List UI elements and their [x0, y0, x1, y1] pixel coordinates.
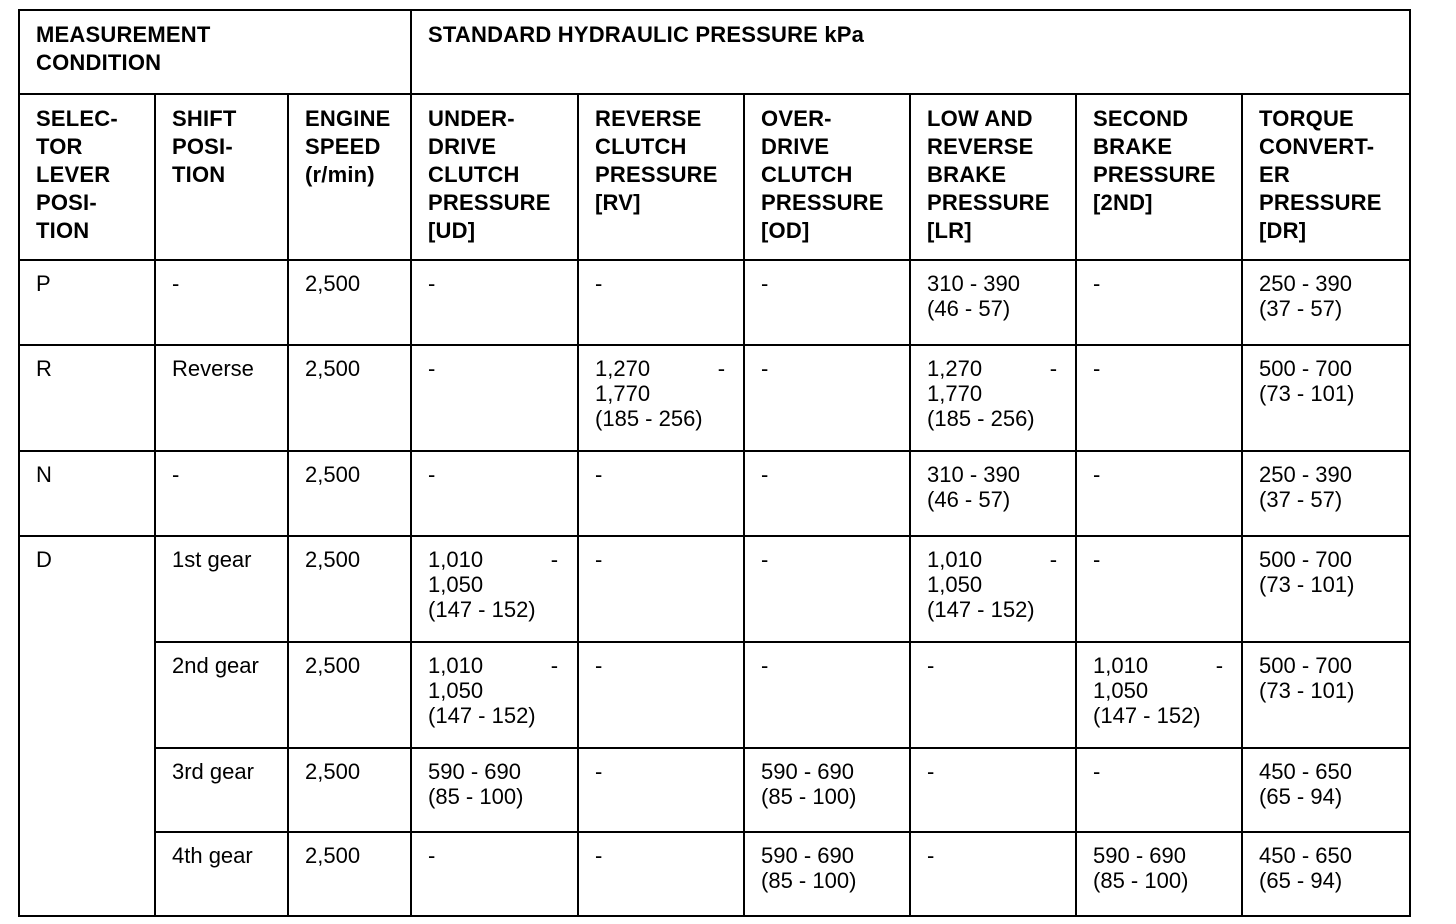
range-first-line — [428, 653, 558, 678]
header-second-label: SECOND BRAKE PRESSURE [2ND] — [1093, 106, 1216, 215]
table-row — [19, 260, 1410, 345]
cell-ud — [411, 832, 578, 916]
cell-shift — [155, 260, 288, 345]
range-separator: - — [1049, 547, 1058, 572]
cell-value: - — [761, 462, 769, 487]
cell-value: - — [595, 759, 603, 784]
cell-rv — [578, 451, 744, 536]
cell-value: 2nd gear — [172, 653, 259, 678]
cell-value: 310 - 390 (46 - 57) — [927, 462, 1020, 512]
cell-value: - — [172, 462, 180, 487]
range-separator: - — [550, 547, 559, 572]
measurement-condition-header — [19, 10, 411, 94]
header-underdrive-clutch — [411, 94, 578, 260]
cell-value: - — [927, 759, 935, 784]
cell-value: - — [428, 356, 436, 381]
range-rest: 1,050 (147 - 152) — [927, 572, 1035, 622]
cell-selector — [19, 260, 155, 345]
range-low-value: 1,010 — [1093, 653, 1149, 678]
cell-engine — [288, 832, 411, 916]
header-shift-label: SHIFT POSI- TION — [172, 106, 237, 187]
table-row — [19, 345, 1410, 451]
cell-value: - — [761, 356, 769, 381]
cell-dr — [1242, 642, 1410, 748]
cell-value: - — [428, 271, 436, 296]
cell-value: - — [428, 843, 436, 868]
cell-rv — [578, 260, 744, 345]
cell-value: 590 - 690 (85 - 100) — [1093, 843, 1189, 893]
cell-value: - — [595, 843, 603, 868]
cell-value: - — [1093, 547, 1101, 572]
cell-value: - — [1093, 356, 1101, 381]
header-lr-label: LOW AND REVERSE BRAKE PRESSURE [LR] — [927, 106, 1050, 243]
measurement-condition-label: MEASUREMENT CONDITION — [36, 22, 211, 75]
header-rv-label: REVERSE CLUTCH PRESSURE [RV] — [595, 106, 718, 215]
cell-value: D — [36, 547, 52, 572]
cell-value: R — [36, 356, 52, 381]
range-first-line — [927, 356, 1057, 381]
cell-lr — [910, 260, 1076, 345]
range-low-value: 1,010 — [428, 547, 484, 572]
cell-value: - — [927, 653, 935, 678]
cell-lr — [910, 345, 1076, 451]
header-selector-label: SELEC- TOR LEVER POSI- TION — [36, 106, 118, 243]
cell-engine — [288, 451, 411, 536]
cell-od — [744, 832, 910, 916]
header-ud-label: UNDER- DRIVE CLUTCH PRESSURE [UD] — [428, 106, 551, 243]
header-reverse-clutch — [578, 94, 744, 260]
cell-ud — [411, 345, 578, 451]
hydraulic-pressure-table — [18, 9, 1411, 917]
cell-value: 450 - 650 (65 - 94) — [1259, 843, 1352, 893]
cell-ud — [411, 260, 578, 345]
cell-value: 450 - 650 (65 - 94) — [1259, 759, 1352, 809]
cell-shift — [155, 642, 288, 748]
cell-value: 2,500 — [305, 271, 361, 296]
cell-value: - — [172, 271, 180, 296]
cell-rv — [578, 345, 744, 451]
range-low-value: 1,270 — [595, 356, 651, 381]
cell-dr — [1242, 451, 1410, 536]
cell-dr — [1242, 748, 1410, 832]
header-overdrive-clutch — [744, 94, 910, 260]
cell-value: 2,500 — [305, 843, 361, 868]
cell-value: 590 - 690 (85 - 100) — [761, 759, 857, 809]
cell-engine — [288, 748, 411, 832]
cell-od — [744, 642, 910, 748]
header-selector-lever-position — [19, 94, 155, 260]
cell-engine — [288, 642, 411, 748]
cell-dr — [1242, 260, 1410, 345]
range-low-value: 1,010 — [428, 653, 484, 678]
range-low-value: 1,270 — [927, 356, 983, 381]
cell-value: 500 - 700 (73 - 101) — [1259, 547, 1355, 597]
cell-shift — [155, 451, 288, 536]
cell-value: 2,500 — [305, 759, 361, 784]
range-separator: - — [550, 653, 559, 678]
cell-rv — [578, 832, 744, 916]
cell-ud — [411, 451, 578, 536]
cell-engine — [288, 345, 411, 451]
table-row — [19, 832, 1410, 916]
cell-od — [744, 536, 910, 642]
cell-dr — [1242, 345, 1410, 451]
cell-od — [744, 748, 910, 832]
cell-rv — [578, 642, 744, 748]
cell-od — [744, 451, 910, 536]
cell-lr — [910, 832, 1076, 916]
cell-value: 2,500 — [305, 462, 361, 487]
cell-lr — [910, 642, 1076, 748]
cell-value: 310 - 390 (46 - 57) — [927, 271, 1020, 321]
cell-value: 250 - 390 (37 - 57) — [1259, 462, 1352, 512]
cell-selector — [19, 345, 155, 451]
cell-value: 1st gear — [172, 547, 252, 572]
cell-second — [1076, 451, 1242, 536]
cell-od — [744, 260, 910, 345]
cell-lr — [910, 748, 1076, 832]
cell-value: - — [428, 462, 436, 487]
cell-shift — [155, 536, 288, 642]
table-row — [19, 642, 1410, 748]
cell-second — [1076, 260, 1242, 345]
cell-value: 2,500 — [305, 653, 361, 678]
cell-second — [1076, 345, 1242, 451]
range-separator: - — [1049, 356, 1058, 381]
range-first-line — [428, 547, 558, 572]
cell-ud — [411, 748, 578, 832]
cell-shift — [155, 345, 288, 451]
range-first-line — [927, 547, 1057, 572]
cell-value: 590 - 690 (85 - 100) — [428, 759, 524, 809]
cell-second — [1076, 642, 1242, 748]
cell-second — [1076, 748, 1242, 832]
cell-lr — [910, 536, 1076, 642]
range-rest: 1,770 (185 - 256) — [595, 381, 703, 431]
cell-selector — [19, 536, 155, 916]
cell-value: P — [36, 271, 51, 296]
cell-value: - — [761, 653, 769, 678]
cell-engine — [288, 536, 411, 642]
cell-second — [1076, 536, 1242, 642]
cell-value: - — [595, 547, 603, 572]
table-row — [19, 536, 1410, 642]
range-rest: 1,050 (147 - 152) — [428, 572, 536, 622]
column-header-row — [19, 94, 1410, 260]
cell-value: 4th gear — [172, 843, 253, 868]
cell-value: 500 - 700 (73 - 101) — [1259, 653, 1355, 703]
range-first-line — [595, 356, 725, 381]
cell-value: N — [36, 462, 52, 487]
cell-value: - — [761, 271, 769, 296]
range-first-line — [1093, 653, 1223, 678]
cell-dr — [1242, 536, 1410, 642]
cell-value: - — [1093, 759, 1101, 784]
range-rest: 1,050 (147 - 152) — [428, 678, 536, 728]
cell-ud — [411, 642, 578, 748]
cell-selector — [19, 451, 155, 536]
cell-value: - — [1093, 462, 1101, 487]
header-engine-label: ENGINE SPEED (r/min) — [305, 106, 391, 187]
cell-dr — [1242, 832, 1410, 916]
cell-value: 2,500 — [305, 356, 361, 381]
cell-rv — [578, 536, 744, 642]
header-engine-speed — [288, 94, 411, 260]
cell-value: 3rd gear — [172, 759, 254, 784]
standard-pressure-label: STANDARD HYDRAULIC PRESSURE kPa — [428, 22, 865, 47]
cell-value: - — [761, 547, 769, 572]
cell-value: 250 - 390 (37 - 57) — [1259, 271, 1352, 321]
cell-value: - — [927, 843, 935, 868]
range-rest: 1,770 (185 - 256) — [927, 381, 1035, 431]
range-separator: - — [1215, 653, 1224, 678]
cell-value: - — [595, 271, 603, 296]
cell-shift — [155, 832, 288, 916]
cell-shift — [155, 748, 288, 832]
table-row — [19, 748, 1410, 832]
cell-value: Reverse — [172, 356, 254, 381]
cell-value: - — [595, 653, 603, 678]
header-second-brake — [1076, 94, 1242, 260]
cell-second — [1076, 832, 1242, 916]
header-shift-position — [155, 94, 288, 260]
cell-value: - — [595, 462, 603, 487]
header-dr-label: TORQUE CONVERT- ER PRESSURE [DR] — [1259, 106, 1382, 243]
cell-value: 590 - 690 (85 - 100) — [761, 843, 857, 893]
cell-ud — [411, 536, 578, 642]
header-group-row — [19, 10, 1410, 94]
range-separator: - — [717, 356, 726, 381]
cell-rv — [578, 748, 744, 832]
cell-engine — [288, 260, 411, 345]
standard-pressure-header — [411, 10, 1410, 94]
header-low-reverse-brake — [910, 94, 1076, 260]
table-row — [19, 451, 1410, 536]
cell-value: 500 - 700 (73 - 101) — [1259, 356, 1355, 406]
cell-value: 2,500 — [305, 547, 361, 572]
cell-value: - — [1093, 271, 1101, 296]
cell-lr — [910, 451, 1076, 536]
range-rest: 1,050 (147 - 152) — [1093, 678, 1201, 728]
header-od-label: OVER- DRIVE CLUTCH PRESSURE [OD] — [761, 106, 884, 243]
header-torque-converter — [1242, 94, 1410, 260]
cell-od — [744, 345, 910, 451]
range-low-value: 1,010 — [927, 547, 983, 572]
